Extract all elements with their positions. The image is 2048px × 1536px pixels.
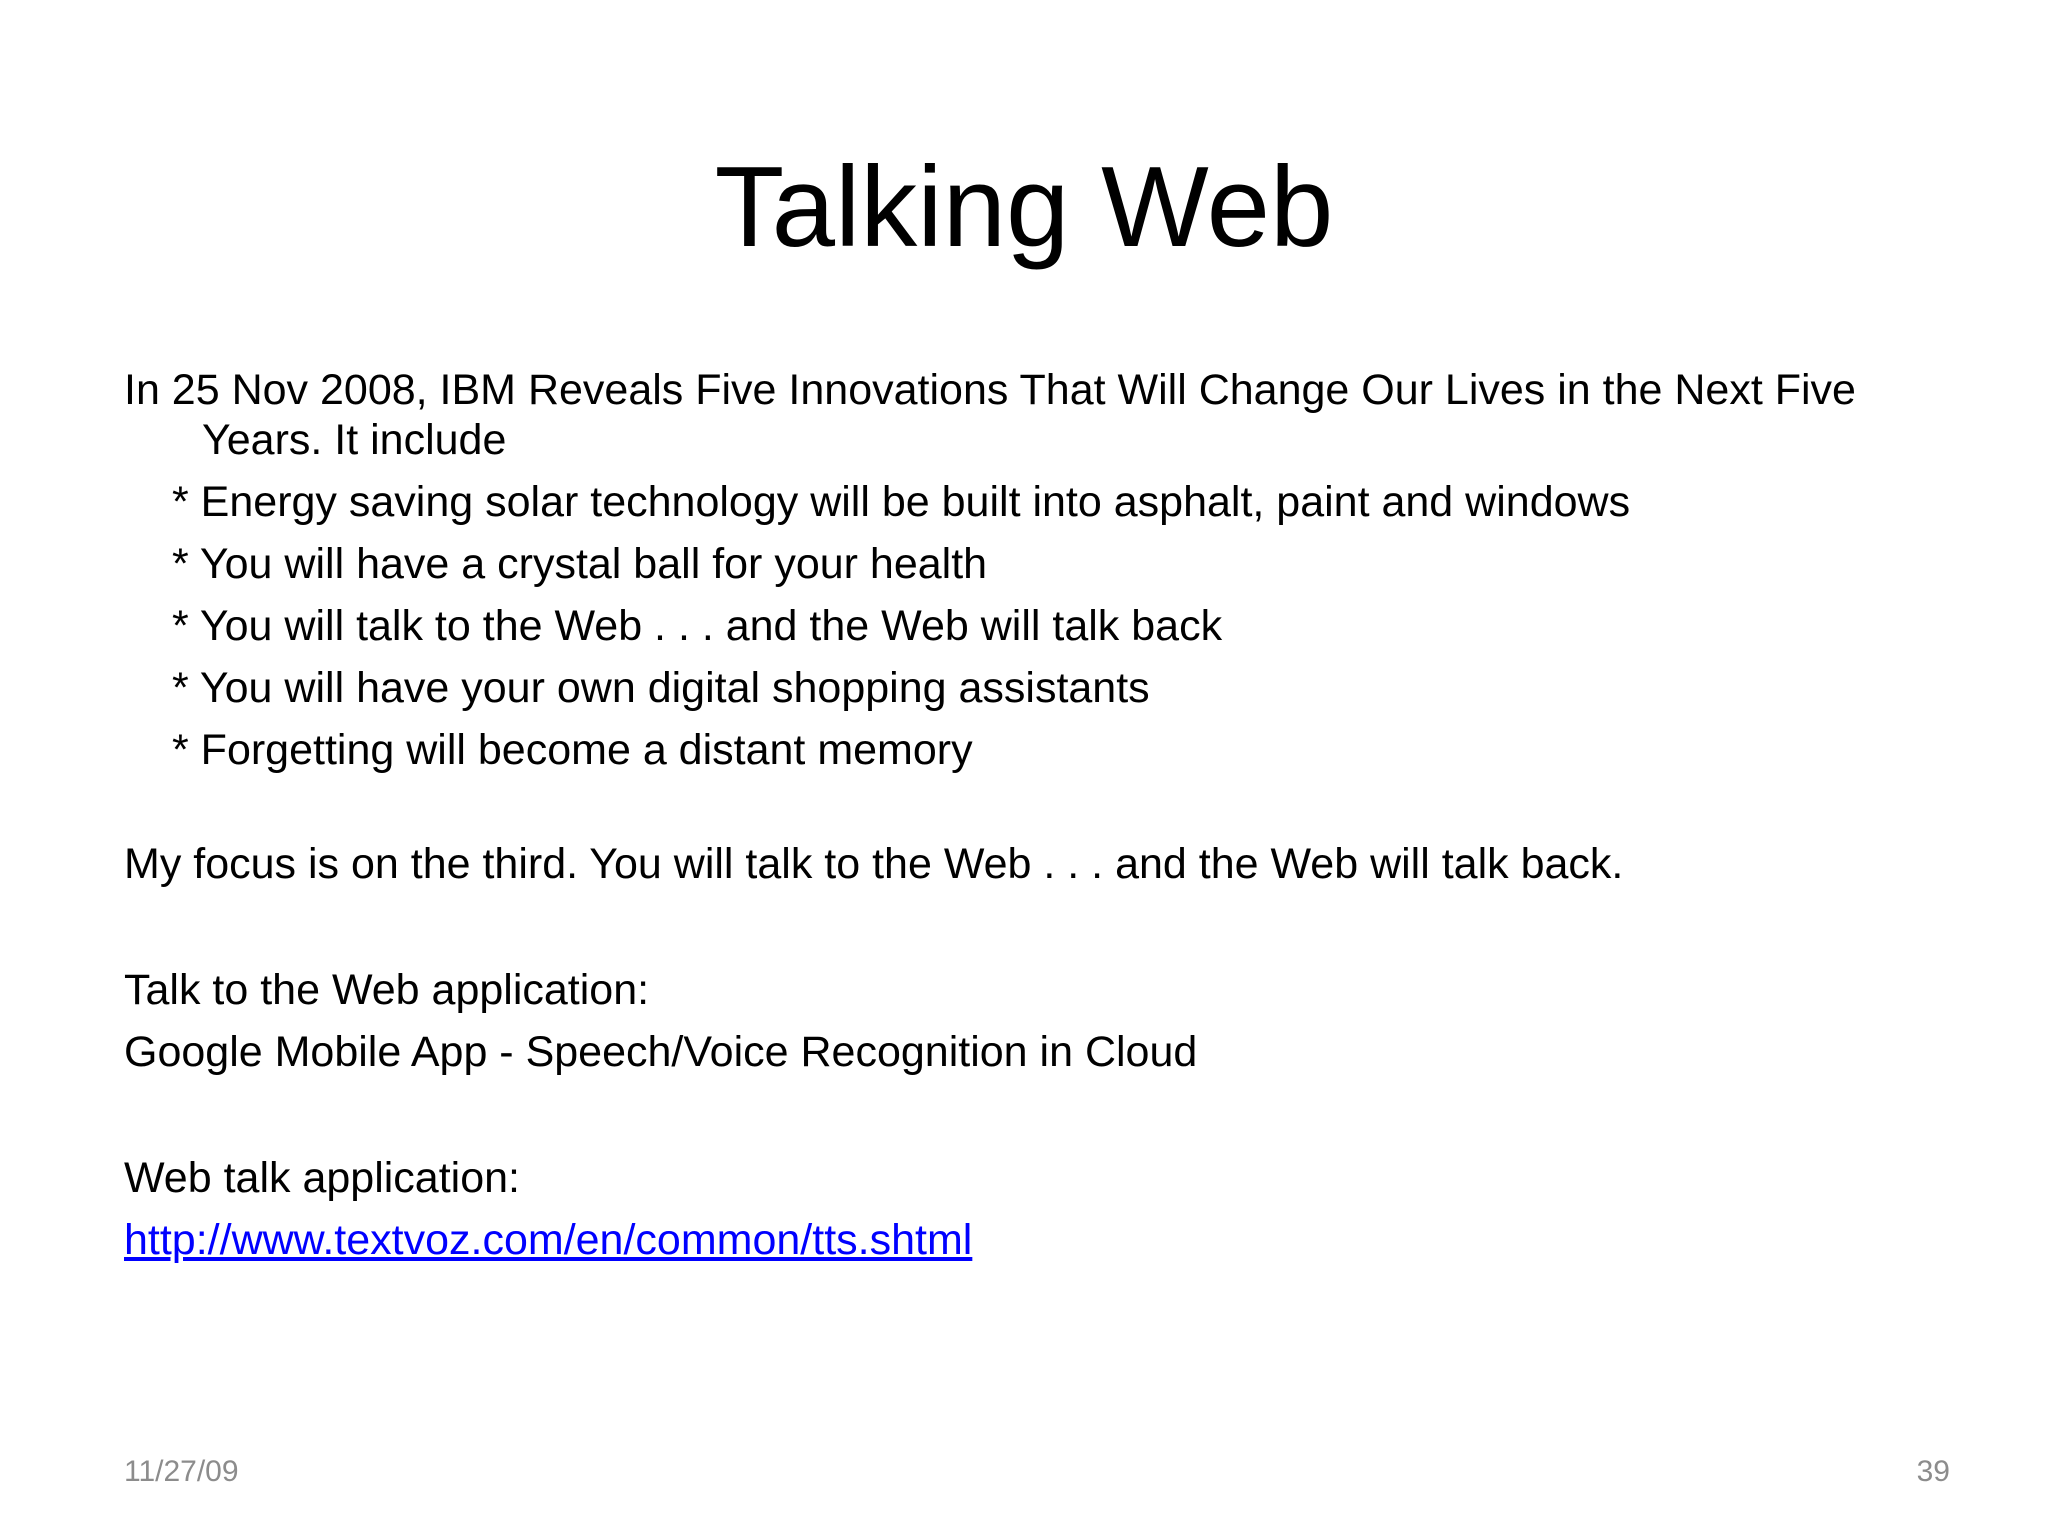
talk-app-heading: Talk to the Web application: xyxy=(124,966,650,1014)
slide-title: Talking Web xyxy=(714,144,1334,271)
web-talk-link[interactable]: http://www.textvoz.com/en/common/tts.shtml xyxy=(124,1216,973,1264)
list-item: * Forgetting will become a distant memory xyxy=(172,726,973,774)
innovations-list xyxy=(124,477,1944,775)
web-talk-heading: Web talk application: xyxy=(124,1154,520,1202)
list-item: * You will talk to the Web . . . and the Web will talk back xyxy=(172,602,1223,650)
list-item: * Energy saving solar technology will be built into asphalt, paint and windows xyxy=(172,478,1631,526)
list-item: * You will have your own digital shopping assistants xyxy=(172,664,1150,712)
intro-paragraph: In 25 Nov 2008, IBM Reveals Five Innovations That Will Change Our Lives in the Next Five Years. It include xyxy=(124,366,1856,464)
focus-paragraph: My focus is on the third. You will talk to the Web . . . and the Web will talk back. xyxy=(124,840,1624,888)
slide-body xyxy=(124,365,1944,1265)
page-number: 39 xyxy=(1916,1455,1950,1488)
talk-app-detail: Google Mobile App - Speech/Voice Recognition in Cloud xyxy=(124,1028,1198,1076)
footer-date: 11/27/09 xyxy=(124,1455,239,1488)
web-talk-link-line xyxy=(124,1215,1944,1265)
list-item: * You will have a crystal ball for your health xyxy=(172,540,988,588)
